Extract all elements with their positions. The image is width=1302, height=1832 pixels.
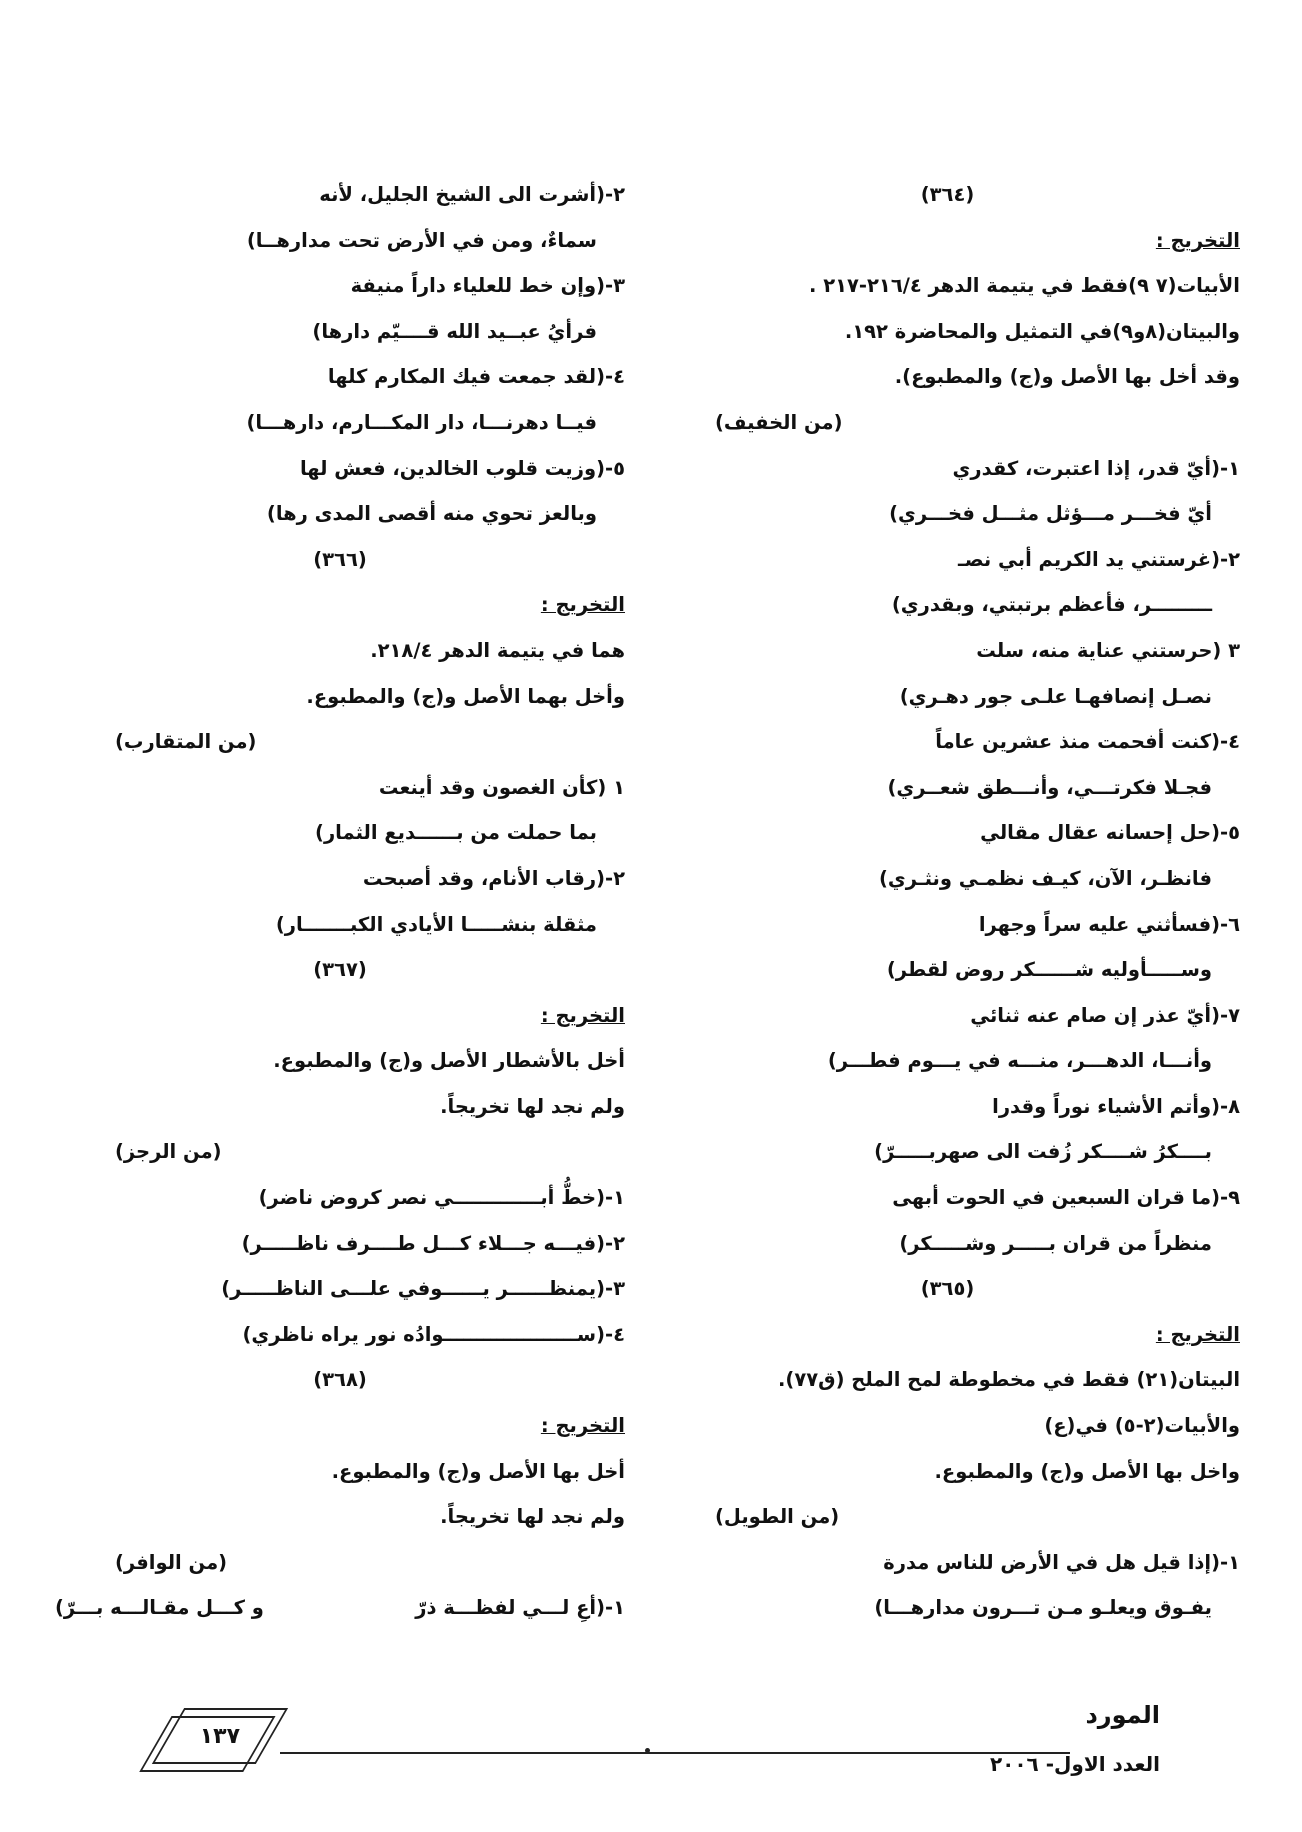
meter-label	[55, 1540, 625, 1586]
verse-line	[655, 491, 1240, 537]
text-line	[55, 446, 625, 492]
text-line	[55, 1449, 625, 1495]
text-line	[55, 1084, 625, 1130]
text-line-text: ٣ (حرستني عناية منه، سلت	[976, 638, 1240, 662]
poem-number	[55, 537, 625, 583]
text-line	[655, 537, 1240, 583]
text-line-text: ٢-(رقاب الأنام، وقد أصبحت	[362, 866, 625, 890]
verse-line-text: بــــكرُ شــــكر زُفت الى صهربـــــرّ)	[874, 1140, 1212, 1164]
text-line-text: ١ (كأن الغصون وقد أينعت	[378, 775, 625, 799]
verse-line-text: بما حملت من بــــــديع الثمار)	[315, 821, 597, 845]
verse-line-text: أيّ فخـــر مـــؤثل مثـــل فخـــري)	[889, 502, 1212, 526]
text-line	[55, 674, 625, 720]
verse-line-text: فيــا دهرنـــا، دار المكـــارم، دارهـــا)	[246, 410, 597, 434]
issue-label: العدد الاول- ٢٠٠٦	[989, 1752, 1160, 1776]
text-line-text: وقد أخل بها الأصل و(ج) والمطبوع).	[894, 365, 1240, 389]
text-line	[55, 628, 625, 674]
page-footer	[150, 1670, 1160, 1790]
text-line-text: ولم نجد لها تخريجاً.	[440, 1505, 625, 1529]
journal-name: المورد	[1085, 1701, 1160, 1729]
text-line	[655, 1449, 1240, 1495]
poem-number-text: (٣٦٧)	[313, 958, 367, 982]
text-line-text: ٥-(حل إحسانه عقال مقالي	[980, 821, 1240, 845]
text-line	[55, 1494, 625, 1540]
meter-label-text: (من الخفيف)	[715, 410, 843, 434]
right-column	[655, 172, 1240, 1631]
text-line-text: ٦-(فسأثني عليه سراً وجهرا	[978, 912, 1240, 936]
text-line-text: أخل بالأشطار الأصل و(ج) والمطبوع.	[273, 1049, 625, 1073]
text-line	[55, 172, 625, 218]
text-line	[655, 1403, 1240, 1449]
verse-line-text: فانظـر، الآن، كيـف نظمـي ونثـري)	[879, 866, 1212, 890]
text-line	[655, 719, 1240, 765]
verse-line-text: فجـلا فكرتـــي، وأنـــطق شعــري)	[887, 775, 1212, 799]
verse-line	[655, 1585, 1240, 1631]
poem-number	[55, 1357, 625, 1403]
verse-line-text: وبالعز تحوي منه أقصى المدى رها)	[266, 502, 597, 526]
text-line	[655, 309, 1240, 355]
verse-line-text: مثقلة بنشـــــا الأيادي الكبـــــــار)	[275, 912, 597, 936]
verse-line	[55, 218, 625, 264]
text-line-text: ٤-(ســــــــــــــــــــوادُه نور يراه ناظري)	[242, 1322, 625, 1346]
text-line	[655, 354, 1240, 400]
verse-line	[655, 674, 1240, 720]
verse-line	[55, 902, 625, 948]
meter-label	[655, 400, 1240, 446]
verse-line	[655, 947, 1240, 993]
text-line	[55, 263, 625, 309]
text-line	[655, 628, 1240, 674]
section-heading	[55, 1403, 625, 1449]
poem-number	[55, 947, 625, 993]
verse-line	[55, 491, 625, 537]
text-line	[655, 1540, 1240, 1586]
poem-number-text: (٣٦٦)	[313, 547, 367, 571]
text-line-text: البيتان(٢١) فقط في مخطوطة لمح الملح (ق٧٧).	[778, 1368, 1240, 1392]
text-line-text: وأخل بهما الأصل و(ج) والمطبوع.	[306, 684, 625, 708]
text-line	[55, 354, 625, 400]
footer-rule-mark	[645, 1748, 650, 1753]
verse-line-text: فرأيُ عبــيد الله قــــيّم دارها)	[312, 319, 597, 343]
text-line-text: ٨-(وأتم الأشياء نوراً وقدرا	[992, 1094, 1240, 1118]
section-heading	[55, 993, 625, 1039]
text-line	[655, 1084, 1240, 1130]
verse-line	[55, 1585, 625, 1631]
verse-line	[655, 1038, 1240, 1084]
meter-label-text: (من المتقارب)	[115, 730, 257, 754]
text-line	[655, 810, 1240, 856]
text-line	[655, 263, 1240, 309]
text-line	[55, 1312, 625, 1358]
verse-line	[55, 810, 625, 856]
text-line-text: والبيتان(٨و٩)في التمثيل والمحاضرة ١٩٢.	[844, 319, 1240, 343]
text-line-text: ٥-(وزيت قلوب الخالدين، فعش لها	[299, 456, 625, 480]
text-line-text: ٢-(أشرت الى الشيخ الجليل، لأنه	[319, 183, 625, 206]
poem-number-text: (٣٦٨)	[313, 1368, 367, 1392]
text-line-text: ٤-(لقد جمعت فيك المكارم كلها	[327, 365, 625, 389]
meter-label	[55, 1129, 625, 1175]
left-column	[55, 172, 625, 1631]
verse-line-text: وأنـــا، الدهـــر، منـــه في يـــوم فطـــر)	[827, 1049, 1212, 1073]
text-line-text: ٧-(أيّ عذر إن صام عنه ثنائي	[970, 1003, 1240, 1027]
verse-line-text: سماءٌ، ومن في الأرض تحت مدارهــا)	[246, 228, 597, 252]
meter-label	[655, 1494, 1240, 1540]
verse-line-text: نصـل إنصافهـا علـى جور دهـري)	[899, 684, 1212, 708]
meter-label-text: (من الطويل)	[715, 1505, 840, 1529]
text-line	[655, 1175, 1240, 1221]
text-line	[655, 1357, 1240, 1403]
text-line-text: ٢-(غرستني يد الكريم أبي نصـ	[958, 547, 1240, 571]
section-heading-text: التخريج :	[540, 1003, 625, 1027]
text-line-text: ١-(إذا قيل هل في الأرض للناس مدرة	[883, 1550, 1240, 1574]
poem-number-text: (٣٦٥)	[920, 1277, 975, 1301]
meter-label	[55, 719, 625, 765]
verse-line	[655, 1129, 1240, 1175]
text-line-text: والأبيات(٢-٥) في(ع)	[1044, 1414, 1240, 1438]
text-line	[55, 1038, 625, 1084]
text-line	[655, 902, 1240, 948]
text-line-text: ٢-(فيـــه جـــلاء كـــل طــــرف ناظـــــر)	[241, 1231, 625, 1255]
section-heading-text: التخريج :	[1155, 228, 1240, 252]
verse-second-half: و كـــل مقـالـــه بـــرّ)	[55, 1596, 264, 1620]
text-line	[655, 993, 1240, 1039]
text-line	[55, 1221, 625, 1267]
text-line-text: أخل بها الأصل و(ج) والمطبوع.	[331, 1459, 625, 1483]
meter-label-text: (من الرجز)	[115, 1140, 222, 1164]
meter-label-text: (من الوافر)	[115, 1550, 228, 1574]
poem-number	[655, 172, 1240, 218]
text-line-text: ٩-(ما قران السبعين في الحوت أبهى	[892, 1186, 1240, 1210]
text-line-text: ١-(أيّ قدر، إذا اعتبرت، كقدري	[952, 456, 1240, 480]
text-line	[55, 1175, 625, 1221]
verse-line	[655, 765, 1240, 811]
text-line	[55, 765, 625, 811]
section-heading-text: التخريج :	[540, 1414, 625, 1438]
footer-rule	[280, 1752, 1070, 1754]
page-number-box	[152, 1708, 288, 1764]
verse-line	[655, 582, 1240, 628]
section-heading-text: التخريج :	[540, 593, 625, 617]
verse-line	[655, 856, 1240, 902]
text-line-text: ١-(خطُّ أبـــــــــــــي نصر كروض ناضر)	[258, 1186, 625, 1210]
verse-line	[55, 400, 625, 446]
section-heading-text: التخريج :	[1155, 1322, 1240, 1346]
verse-first-half: ١-(أعِ لـــي لفظـــة ذرّ	[415, 1596, 625, 1620]
text-line-text: ٤-(كنت أفحمت منذ عشرين عاماً	[935, 730, 1240, 754]
poem-number-text: (٣٦٤)	[920, 183, 975, 206]
verse-line	[655, 1221, 1240, 1267]
verse-line	[55, 309, 625, 355]
verse-line-text: منظراً من قران بـــــر وشـــــكر)	[899, 1231, 1212, 1255]
text-line-text: واخل بها الأصل و(ج) والمطبوع.	[934, 1459, 1240, 1483]
poem-number	[655, 1266, 1240, 1312]
text-line-text: الأبيات(٧ ٩)فقط في يتيمة الدهر ٢١٦/٤-٢١٧ .	[809, 274, 1240, 298]
text-line-text: ولم نجد لها تخريجاً.	[440, 1094, 625, 1118]
verse-line-text: يفـوق ويعلـو مـن تـــرون مدارهـــا)	[874, 1596, 1212, 1620]
verse-line-text: وســـــأوليه شــــــكر روض لقطر)	[886, 958, 1212, 982]
text-line	[55, 856, 625, 902]
section-heading	[655, 218, 1240, 264]
section-heading	[655, 1312, 1240, 1358]
text-line-text: ٣-(يمنظــــــر يــــــوفي علـــى الناظـــــر)	[221, 1277, 625, 1301]
text-line-text: ٣-(وإن خط للعلياء داراً منيفة	[350, 274, 625, 298]
text-line	[655, 446, 1240, 492]
verse-line-text: ـــــــــر، فأعظم برتبتي، وبقدري)	[891, 593, 1212, 617]
text-line-text: هما في يتيمة الدهر ٢١٨/٤.	[370, 638, 625, 662]
page-number: ١٣٧	[199, 1723, 241, 1749]
text-line	[55, 1266, 625, 1312]
section-heading	[55, 582, 625, 628]
